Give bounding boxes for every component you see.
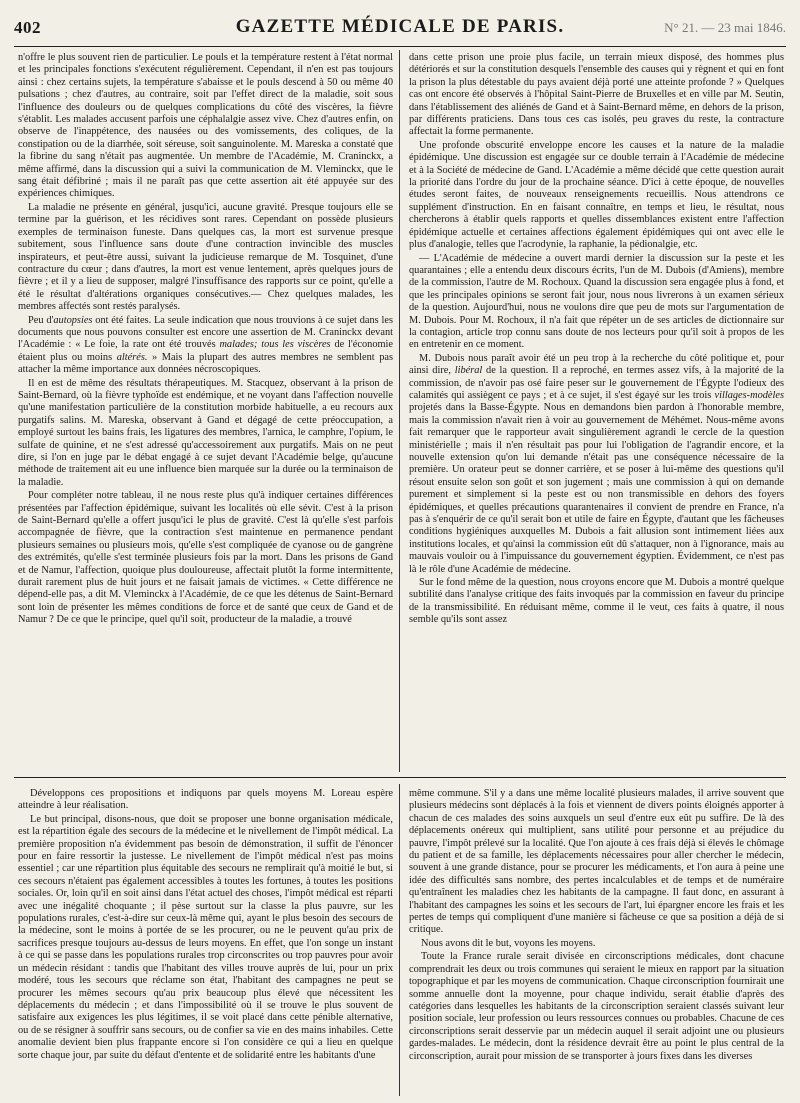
italic-text: altérés. [116, 351, 148, 363]
paragraph: même commune. S'il y a dans une même localité plusieurs malades, il arrive souvent que plusieurs médecins sont déplacés à la fois et viennent de divers points éloignés apporter à chacun de ces malades des soins auxquels un seul d'entre eux eût pu suffire. De là des déplacements onéreux qui multiplient, sans utilité pour personne et au préjudice du pauvre, l'impôt prélevé sur la localité. Que l'on ajoute à ces frais déjà si élevés le chômage du patient et de sa famille, les déplacements nécessaires pour aller chercher le médecin, souvent à une grande distance, pour se procurer les médicaments, et l'on aura à peine une idée des difficultés sans nombre, des pertes incalculables et de temps et de numéraire qu'entraînent les maladies chez les habitants de la campagne. Il faut donc, en assurant à l'habitant des campagnes les soins et les secours de l'art, lui épargner encore les frais et les pertes de temps qui compliquent d'une manière si fâcheuse ce que sa position a déjà de si critique. [409, 788, 784, 936]
paragraph: dans cette prison une proie plus facile, un terrain mieux disposé, des hommes plus détériorés et sur la constitution desquels l'ensemble des causes qui y règnent et qui en font la prison la plus détestable du pays avaient déjà porté une atteinte profonde ? » Quelques cas ont encore été observés à l'hôpital Saint-Pierre de Bruxelles et en ville par M. Seutin, dans l'établissement des aliénés de Gand et à Saint-Bernard même, en dehors de la prison, par différents praticiens. Dans tous ces cas isolés, peu graves du reste, la contracture affectait la forme permanente. [409, 52, 784, 138]
italic-text: malades; tous les viscères [219, 339, 331, 351]
text-run: M. Dubois nous paraît avoir été un peu trop à la recherche du côté politique et, pour ainsi dire, [409, 352, 784, 377]
article-column-top-left [18, 52, 393, 770]
article-column-top-right [409, 52, 784, 770]
paragraph: Une profonde obscurité enveloppe encore les causes et la nature de la maladie épidémique. Une discussion est engagée sur ce double terrain à l'Académie de médecine et à la Société de médecine de Gand. L'Académie a même décidé que cette question aurait la priorité dans l'ordre du jour de la prochaine séance. D'ici à cette époque, de nouvelles études seront faites, de nouveaux renseignements recueillis. Nous attendrons ce supplément d'instruction. En en faisant connaître, en temps et lieu, le résultat, nous chercherons à établir quels rapports et quelles dissemblances existent entre l'affection épidémique actuelle et certaines affections également épidémiques qui ont avec elle le plus d'analogie, telles que l'acrodynie, la raphanie, la pédionalgie, etc. [409, 139, 784, 251]
italic-text: villages-modèles [714, 389, 784, 401]
feuilleton-column-right [409, 788, 784, 1093]
paragraph: Le but principal, disons-nous, que doit se proposer une bonne organisation médicale, est la répartition égale des secours de la médecine et le nivellement de l'impôt médical. La première proposition n'a évidemment pas besoin de démonstration, il suffit de l'énoncer pour en faire ressortir la justesse. Le nivellement de l'impôt médical n'est pas moins essentiel ; car une répartition plus équitable des secours ne remplirait qu'à moitié le but, si ces secours n'étaient pas également accessibles à toutes les fortunes, à toutes les positions sociales. Or, loin qu'il en soit ainsi dans l'état actuel des choses, l'impôt médical est réparti avec une inégalité choquante ; il pèse surtout sur la classe la plus pauvre, sur les populations rurales, c'est-à-dire sur ceux-là même qui, ayant le plus besoin des secours de la médecine, sont le moins à portée de se les procurer, ou ne le peuvent qu'au prix de sacrifices presque toujours au-dessus de leurs moyens. En effet, que l'on songe un instant à ce qui se passe dans les populations rurales trop circonscrites ou trop pauvres pour avoir un médecin résidant : tandis que l'habitant des villes trouve auprès de lui, pour un prix modéré, tous les secours que réclame son état, l'habitant des campagnes ne peut se procurer les mêmes secours qu'au prix beaucoup plus élevé que nécessitent les déplacements du médecin ; et dans l'impossibilité où il se trouve le plus souvent de satisfaire aux exigences les plus légitimes, il se voit placé dans cette pénible alternative, ou de se résigner à souffrir sans secours, ou de confier sa vie en des mains inhabiles. Cette anomalie devient bien plus frappante encore si l'on considère ce qui a lieu en quelque sorte chaque jour, par suite du défaut d'entente et de solidarité entre les habitants d'une [18, 813, 393, 1061]
text-run: de la question. Il a reproché, en termes assez vifs, à la majorité de la commission, de n'avoir pas osé faire peser sur le gouvernement de l'Égypte l'odieux des calamités qui assiègent ce pays ; et à ce sujet, il s'est égayé sur les trois [409, 365, 784, 401]
feuilleton-column-left [18, 788, 393, 1093]
paragraph [18, 315, 393, 377]
bottom-column-rule [399, 784, 400, 1096]
paragraph: Développons ces propositions et indiquons par quels moyens M. Loreau espère atteindre à leur réalisation. [18, 788, 393, 812]
journal-title: GAZETTE MÉDICALE DE PARIS. [235, 16, 565, 37]
paragraph: Nous avons dit le but, voyons les moyens. [421, 937, 596, 949]
paragraph: Il en est de même des résultats thérapeutiques. M. Stacquez, observant à la prison de Saint-Bernard, où la fièvre typhoïde est endémique, et ne voyant dans l'affection nouvelle qu'une manifestation particulière de la constitution morbide habituelle, a eu recours aux purgatifs salins. M. Mareska, observant à Gand et dégagé de cette préoccupation, a employé surtout les bains frais, les ligatures des membres, l'arnica, le camphre, l'opium, le sulfate de quinine, et ne s'est adressé qu'accessoirement aux purgatifs. Mais on ne peut dire, si l'on en juge par le débat engagé à ce sujet devant l'Académie belge, qu'aucune méthode de traitement ait eu une influence bien marquée sur la durée ou la terminaison de la maladie. [18, 377, 393, 488]
text-run: projetés dans la Basse-Égypte. Nous en demandons bien pardon à l'honorable membre, mais la commission n'avait rien à voir au gouvernement de Méhémet. Nous-même avons fait remarquer que le rapporteur avait singulièrement agrandi le cercle de la question ministérielle ; mais il n'en résultait pas pour lui l'obligation de l'agrandir encore, et la nouvelle extension qu'on lui demande n'était pas une conséquence nécessaire de la première. Un orateur peut se donner carrière, et se poser à lui-même des questions qu'il résout ensuite selon son goût et son jugement ; mais une commission à qui on demande purement et simplement si la peste est ou non transmissible en dehors des foyers épidémiques, et quelles précautions quarantenaires il convient de prendre en France, n'a pas à s'enquérir de ce qu'il serait bon et utile de faire en Égypte, d'autant que les fâcheuses conditions hygiéniques auxquelles M. Dubois a fait allusion sont intimement liées aux institutions locales, et qu'ainsi la commission eût dû s'attaquer, non à l'ignorance, mais au mauvais vouloir ou à l'impuissance du gouvernement égyptien. Évidemment, ce n'est pas là le rôle d'une Académie de médecine. [409, 402, 784, 575]
text-run: de l'économie étaient plus ou moins [18, 339, 393, 363]
paragraph: Pour compléter notre tableau, il ne nous reste plus qu'à indiquer certaines différences présentées par l'affection épidémique, suivant les localités où elle sévit. C'est à la prison de Saint-Bernard qu'elle a offert jusqu'ici le plus de gravité. C'est là qu'elle s'est parfois accompagnée de fièvre, que la contraction s'est maintenue en permanence pendant plusieurs semaines ou plusieurs mois, qu'elle s'est compliquée de cyanose ou de gangrène des extrémités, qu'elle s'est terminée plusieurs fois par la mort. Dans les prisons de Gand et de Namur, l'affection, quoique plus douloureuse, affectait plutôt la forme intermittente, durait rarement plus de huit jours et ne faisait jamais de victimes. « Cette différence ne dépend-elle pas, a dit M. Vleminckx à l'Académie, de ce que les détenus de Saint-Bernard sont loin de présenter les mêmes conditions de force et de santé que ceux de Gand et de Namur ? De ce que le principe, quel qu'il soit, producteur de la maladie, a trouvé [18, 490, 393, 626]
paragraph: n'offre le plus souvent rien de particulier. Le pouls et la température restent à l'état normal et les principales fonctions s'exécutent régulièrement. Cependant, il n'en est pas toujours ainsi : chez certains sujets, la température s'abaisse et le pouls descend à 50 ou même 40 pulsations ; chez d'autres, au contraire, soit par l'effet direct de la maladie, soit sous l'influence des douleurs ou de quelques complications du côté des viscères, la fièvre s'établit. Les malades accusent parfois une céphalalgie assez vive. Chez d'autres enfin, on observe de l'inappétence, des nausées ou des vomissements, des coliques, de la constipation ou de la diarrhée, soit séreuse, soit sanguinolente. M. Mareska a constaté que la fibrine du sang n'était pas augmentée. Un membre de l'Académie, M. Craninckx, a même affirmé, dans la discussion qui a suivi la communication de M. Vleminckx, que le sang était défibriné ; mais il ne paraît pas que cette assertion ait été appuyée sur des expériences chimiques. [18, 52, 393, 200]
text-run: ont été faites. La seule indication que nous trouvions à ce sujet dans les documents que nous pouvons consulter est encore une assertion de M. Craninckx devant l'Académie : « Le foie, la rate ont été trouvés [18, 314, 393, 351]
header-rule [14, 46, 786, 47]
paragraph: La maladie ne présente en général, jusqu'ici, aucune gravité. Presque toujours elle se termine par la guérison, et les récidives sont rares. Cependant on possède plusieurs exemples de terminaison funeste. Dans quelques cas, la mort est survenue presque subitement, sous l'influence sans doute d'une contraction invincible des muscles inspirateurs, et peut-être aussi, suivant la judicieuse remarque de M. Tosquinet, d'une contracture du cœur ; dans d'autres, la mort est venue lentement, après quelques jours de fièvre ; et il y a lieu de supposer, malgré l'insuffisance des rapports sur ce point, qu'elle a été le résultat d'altérations organiques consécutives.— Chez quelques malades, les membres affectés sont restés paralysés. [18, 201, 393, 313]
page-header [14, 14, 786, 44]
paragraph: Sur le fond même de la question, nous croyons encore que M. Dubois a montré quelque subtilité dans l'analyse critique des faits invoqués par la commission en faveur du principe de la transmissibilité. En réduisant même, comme il le veut, ces faits à quatre, il nous semble qu'ils sont assez [409, 577, 784, 626]
paragraph [409, 353, 784, 576]
italic-text: libéral [454, 365, 483, 377]
paragraph: Toute la France rurale serait divisée en circonscriptions médicales, dont chacune comprendrait les deux ou trois communes qui seraient le mieux en rapport par la situation topographique et par les moyens de communication. Chaque circonscription fournirait une somme annuelle dont la moyenne, pour chaque individu, serait établie d'après des catégories dans lesquelles les habitants de la circonscription seraient classés suivant leur position sociale, leur profession ou leurs ressources connues ou probables. Chacune de ces circonscriptions serait desservie par un médecin auquel il serait adjoint une ou plusieurs gardes-malades. Le médecin, dont la résidence devrait être au point le plus central de la circonscription, aurait pour mission de se transporter à jours fixes dans les diverses [409, 951, 784, 1062]
text-run: Peu d' [28, 314, 54, 326]
page-number: 402 [14, 18, 41, 37]
text-run: » Mais la plupart des autres membres ne semblent pas attacher la même importance aux données nécroscopiques. [18, 351, 393, 376]
top-column-rule [399, 50, 400, 772]
paragraph: — L'Académie de médecine a ouvert mardi dernier la discussion sur la peste et les quarantaines ; elle a entendu deux discours écrits, l'un de M. Dubois (d'Amiens), membre de la commission, l'autre de M. Rochoux. Quand la discussion sera engagée plus à fond, et que les principales opinions se seront fait jour, nous nous livrerons à un examen sérieux de la question. Aujourd'hui, nous ne voulons dire que peu de mots sur l'argumentation de M. Dubois. Pour M. Rochoux, il n'a fait que répéter un de ses articles de dictionnaire sur la contagion, article trop connu sans doute de nos lecteurs pour qu'il soit à propos de les en entretenir en ce moment. [409, 252, 784, 351]
section-divider [14, 777, 786, 778]
issue-date: N° 21. — 23 mai 1846. [664, 20, 786, 35]
italic-text: autopsies [53, 314, 93, 326]
